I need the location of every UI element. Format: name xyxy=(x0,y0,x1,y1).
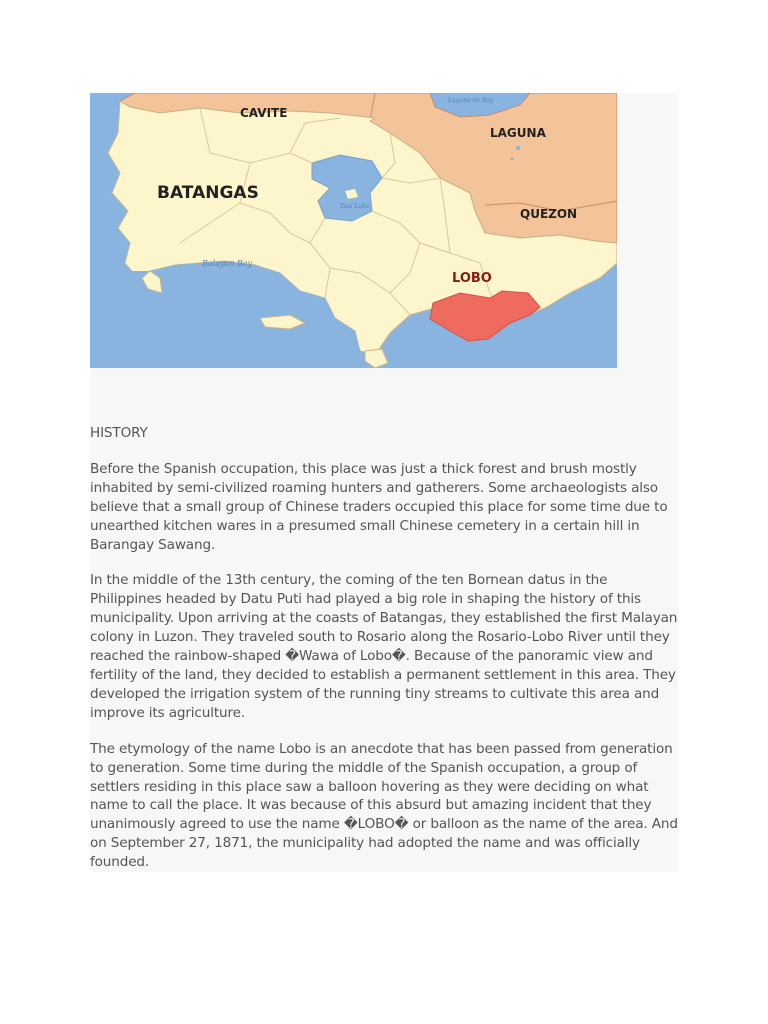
label-laguna-de-bay: Laguna de Bay xyxy=(448,97,494,104)
section-heading: HISTORY xyxy=(90,425,148,441)
label-batangas: BATANGAS xyxy=(157,183,259,203)
label-laguna: LAGUNA xyxy=(490,126,546,140)
paragraph: The etymology of the name Lobo is an anecdote that has been passed from generation to generation. Some time during the middle of the Spanish occupation, a group of settlers residing in this place saw a balloon hovering as they were deciding on what name to call the place. It was because of this absurd but amazing incident that they unanimously agreed to use the name �LOBO� or balloon as the name of the area. And on September 27, 1871, the municipality had adopted the name and was officially founded. xyxy=(90,740,678,871)
label-lobo: LOBO xyxy=(452,271,492,286)
paragraph: In the middle of the 13th century, the coming of the ten Bornean datus in the Philippines headed by Datu Puti had played a big role in shaping the history of this municipality. Upon arriving at the coasts of Batangas, they established the first Malayan colony in Luzon. They traveled south to Rosario along the Rosario-Lobo River until they reached the rainbow-shaped �Wawa of Lobo�. Because of the panoramic view and fertility of the land, they decided to establish a permanent settlement in this area. They developed the irrigation system of the running tiny streams to cultivate this area and improve its agriculture. xyxy=(90,572,678,721)
article-body xyxy=(90,424,678,889)
location-map xyxy=(90,93,617,368)
label-balayan-bay: Balayan Bay xyxy=(202,259,253,268)
label-quezon: QUEZON xyxy=(520,207,578,221)
label-cavite: CAVITE xyxy=(240,106,288,120)
paragraph: Before the Spanish occupation, this place was just a thick forest and brush mostly inhabited by semi-civilized roaming hunters and gatherers. Some archaeologists also believe that a small group of Chinese traders occupied this place for some time due to unearthed kitchen wares in a presumed small Chinese cemetery in a certain hill in Barangay Sawang. xyxy=(90,460,668,553)
label-taal-lake: Taal Lake xyxy=(340,203,370,210)
